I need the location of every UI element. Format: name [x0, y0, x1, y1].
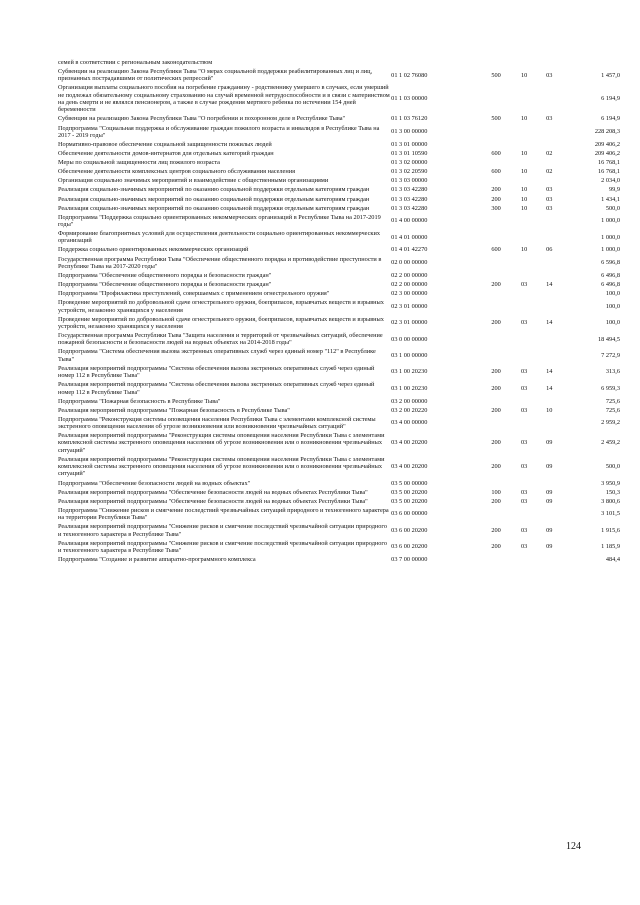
table-row	[58, 365, 620, 381]
row-target-code: 03 5 00 20200	[391, 488, 428, 496]
row-amount: 2 959,2	[601, 419, 620, 427]
row-target-code: 02 2 00 00000	[391, 281, 428, 289]
table-row	[58, 480, 620, 489]
row-subsection: 03	[546, 186, 553, 194]
table-row	[58, 407, 620, 416]
row-subsection	[536, 177, 563, 186]
table-row	[58, 416, 620, 432]
row-target-code: 01 3 02 20590	[391, 168, 428, 176]
table-row	[58, 177, 620, 186]
row-amount: 725,6	[605, 397, 620, 405]
row-subsection	[536, 398, 563, 407]
row-subsection	[536, 480, 563, 489]
row-expense-type	[479, 398, 512, 407]
row-expense-type: 200	[491, 195, 501, 203]
row-description: Подпрограмма "Поддержка социально ориентированных некоммерческих организаций в Республике Тыва на 2017-2019 годы"	[58, 213, 381, 228]
row-description: Реализация мероприятий подпрограммы "Реконструкция системы оповещения населения Республики Тыва с элементами комплексной системы экстренного оповещения населения об угрозе возникновения или о возникновении чрезвычайных ситуаций"	[58, 455, 385, 478]
row-expense-type	[479, 348, 512, 364]
row-description: Подпрограмма "Социальная поддержка и обслуживание граждан пожилого возраста и инвалидов в Республике Тыва на 2017 - 2019 годы"	[58, 124, 380, 139]
row-section	[513, 159, 536, 168]
row-subsection	[536, 556, 563, 565]
row-expense-type: 600	[491, 150, 501, 158]
table-row	[58, 498, 620, 507]
row-expense-type: 200	[491, 543, 501, 551]
row-expense-type	[479, 507, 512, 523]
row-subsection	[536, 125, 563, 141]
table-row	[58, 196, 620, 205]
row-amount: 209 406,2	[594, 150, 620, 158]
row-target-code: 01 3 01 00000	[391, 140, 428, 148]
row-target-code: 01 1 03 00000	[391, 95, 428, 103]
row-subsection	[536, 59, 563, 68]
table-row	[58, 141, 620, 150]
row-subsection: 06	[546, 246, 553, 254]
row-description: Государственная программа Республики Тыва "Защита населения и территорий от чрезвычайных ситуаций, обеспечение пожарной безопасности и безопасности людей на водных объектах на 2014-2018 годы"	[58, 332, 383, 347]
row-amount: 2 459,2	[601, 439, 620, 447]
row-section	[513, 256, 536, 272]
row-description: Подпрограмма "Снижение рисков и смягчение последствий чрезвычайных ситуаций природного и техногенного характера на территории Республики Тыва"	[58, 506, 389, 522]
table-row	[58, 281, 620, 290]
row-description: Подпрограмма "Профилактика преступлений, совершаемых с применением огнестрельного оружия"	[58, 290, 330, 298]
row-section	[513, 84, 536, 115]
row-description: Подпрограмма "Пожарная безопасность в Республике Тыва"	[58, 397, 221, 405]
row-amount: 18 494,5	[597, 335, 620, 343]
row-description: Подпрограмма "Обеспечение общественного порядка и безопасности граждан"	[58, 281, 272, 289]
row-description: Проведение мероприятий по добровольной сдаче огнестрельного оружия, боеприпасов, взрывчатых веществ и взрывных устройств, незаконно хранящихся у населения	[58, 299, 384, 314]
table-row	[58, 348, 620, 364]
row-amount: 6 194,9	[601, 95, 620, 103]
row-target-code: 02 3 01 00000	[391, 319, 428, 327]
row-expense-type: 200	[491, 439, 501, 447]
row-target-code: 03 1 00 20230	[391, 384, 428, 392]
table-row	[58, 381, 620, 397]
row-amount: 1 185,9	[601, 543, 620, 551]
row-expense-type	[479, 59, 512, 68]
row-section: 10	[520, 195, 528, 203]
row-subsection: 09	[546, 497, 553, 505]
row-subsection: 09	[546, 543, 553, 551]
row-section: 03	[520, 497, 528, 505]
table-row	[58, 540, 620, 556]
row-subsection: 09	[546, 526, 553, 534]
row-target-code: 03 4 00 20200	[391, 439, 428, 447]
row-subsection: 09	[546, 463, 553, 471]
row-expense-type	[479, 125, 512, 141]
table-row	[58, 272, 620, 281]
table-row	[58, 290, 620, 299]
row-target-code: 02 0 00 00000	[391, 259, 428, 267]
row-amount: 1 000,0	[601, 233, 620, 241]
row-amount: 3 800,6	[601, 497, 620, 505]
row-subsection	[536, 416, 563, 432]
row-description: Субвенции на реализацию Закона Республики Тыва "О погребении и похоронном деле в Республике Тыва"	[58, 115, 346, 123]
row-target-code: 03 2 00 00000	[391, 397, 428, 405]
row-description: Реализация мероприятий подпрограммы "Снижение рисков и смягчение последствий чрезвычайной ситуации природного и техногенного характера в Республике Тыва"	[58, 523, 387, 538]
row-target-code: 03 1 00 20230	[391, 368, 428, 376]
row-subsection	[536, 332, 563, 348]
row-subsection: 14	[546, 384, 553, 392]
row-subsection	[536, 230, 563, 246]
row-target-code: 02 3 00 00000	[391, 290, 428, 298]
row-target-code: 03 1 00 00000	[391, 352, 428, 360]
row-expense-type: 200	[491, 384, 501, 392]
row-amount: 313,6	[605, 368, 620, 376]
table-row	[58, 125, 620, 141]
row-target-code: 01 3 03 42280	[391, 195, 428, 203]
row-subsection: 03	[546, 115, 553, 123]
row-amount: 484,4	[605, 556, 620, 563]
row-description: Реализация социально-значимых мероприятий по оказанию социальной поддержки отдельным категориям граждан	[58, 195, 370, 203]
row-section	[513, 299, 536, 315]
row-subsection: 14	[546, 281, 553, 289]
row-target-code: 03 6 00 20200	[391, 526, 428, 534]
row-expense-type	[479, 214, 512, 230]
row-section: 10	[520, 115, 528, 123]
row-subsection	[536, 272, 563, 281]
row-expense-type: 600	[491, 246, 501, 254]
row-description: Государственная программа Республики Тыва "Обеспечение общественного порядка и противодействие преступности в Республике Тыва на 2017-2020 годы"	[58, 255, 382, 270]
table-row	[58, 214, 620, 230]
row-section: 03	[520, 463, 528, 471]
row-section: 03	[520, 488, 528, 496]
row-description: Реализация социально-значимых мероприятий по оказанию социальной поддержки отдельным категориям граждан	[58, 186, 370, 194]
row-amount: 228 208,3	[594, 128, 620, 136]
row-target-code: 03 6 00 20200	[391, 543, 428, 551]
table-row	[58, 316, 620, 332]
budget-table-body	[58, 59, 620, 565]
row-description: Организация выплаты социального пособия на погребение гражданину - родственнику умершего в случаях, если умерший не подлежал обязательному социальному страхованию на случай временной нетрудоспособности и в связи с материнством на день смерти и не являлся пенсионером, а также в случае рождения мертвого ребенка по истечении 154 дней беременности	[58, 84, 390, 114]
row-amount: 150,3	[605, 488, 620, 496]
row-amount: 725,6	[605, 406, 620, 414]
row-description: Подпрограмма "Реконструкция системы оповещения населения Республики Тыва с элементами комплексной системы экстренного оповещения населения об угрозе возникновения или возникновении чрезвычайных ситуаций"	[58, 415, 376, 431]
row-section	[513, 272, 536, 281]
row-target-code: 01 3 03 42280	[391, 204, 428, 212]
table-row	[58, 186, 620, 195]
row-description: Организация социально значимых мероприятий и взаимодействие с общественными организациями	[58, 177, 329, 185]
row-amount: 16 768,1	[597, 159, 620, 167]
row-target-code: 01 3 00 00000	[391, 128, 428, 136]
row-section	[513, 230, 536, 246]
row-section: 10	[520, 246, 528, 254]
row-description: Подпрограмма "Обеспечение безопасности людей на водных объектах"	[58, 479, 251, 487]
row-subsection: 14	[546, 368, 553, 376]
row-target-code: 02 3 01 00000	[391, 302, 428, 310]
row-target-code: 02 2 00 00000	[391, 271, 428, 279]
row-section	[513, 332, 536, 348]
row-amount: 500,0	[605, 204, 620, 212]
row-target-code: 01 1 02 76080	[391, 71, 428, 79]
row-subsection: 03	[546, 195, 553, 203]
row-section	[513, 398, 536, 407]
row-expense-type: 200	[491, 406, 501, 414]
row-target-code: 03 7 00 00000	[391, 556, 428, 563]
row-description: Формирование благоприятных условий для осуществления деятельности социально ориентированных некоммерческих организаций	[58, 230, 380, 245]
table-row	[58, 159, 620, 168]
row-section	[513, 141, 536, 150]
row-target-code: 03 6 00 00000	[391, 510, 428, 518]
row-target-code: 01 4 00 00000	[391, 217, 428, 225]
row-description: Реализация мероприятий подпрограммы "Обеспечение безопасности людей на водных объектах Республики Тыва"	[58, 488, 368, 496]
row-expense-type	[479, 272, 512, 281]
row-section: 10	[520, 150, 528, 158]
row-amount: 1 000,0	[601, 246, 620, 254]
row-section: 03	[520, 368, 528, 376]
row-section: 03	[520, 281, 528, 289]
row-amount: 99,9	[608, 186, 620, 194]
row-target-code: 01 3 03 42280	[391, 186, 428, 194]
row-section: 03	[520, 526, 528, 534]
row-expense-type	[479, 177, 512, 186]
row-amount: 1 434,1	[601, 195, 620, 203]
row-target-code: 01 3 01 10590	[391, 150, 428, 158]
row-section	[513, 125, 536, 141]
row-description: Подпрограмма "Обеспечение общественного порядка и безопасности граждан"	[58, 271, 272, 279]
row-description: Поддержка социально ориентированных некоммерческих организаций	[58, 246, 249, 254]
row-section	[513, 290, 536, 299]
row-target-code: 03 5 00 20200	[391, 497, 428, 505]
row-section	[513, 480, 536, 489]
row-expense-type: 100	[491, 488, 501, 496]
row-amount: 209 406,2	[594, 140, 620, 148]
table-row	[58, 299, 620, 315]
row-expense-type: 300	[491, 204, 501, 212]
row-subsection: 02	[546, 168, 553, 176]
row-target-code: 03 0 00 00000	[391, 335, 428, 343]
row-target-code: 03 5 00 00000	[391, 479, 428, 487]
row-section: 03	[520, 439, 528, 447]
row-expense-type: 200	[491, 526, 501, 534]
row-subsection: 03	[546, 204, 553, 212]
row-amount: 6 959,3	[601, 384, 620, 392]
row-subsection: 09	[546, 488, 553, 496]
row-expense-type	[479, 416, 512, 432]
row-expense-type: 600	[491, 168, 501, 176]
table-row	[58, 115, 620, 124]
row-subsection: 02	[546, 150, 553, 158]
row-expense-type: 200	[491, 281, 501, 289]
row-description: Меры по социальной защищенности лиц пожилого возраста	[58, 159, 220, 167]
row-subsection: 03	[546, 71, 553, 79]
row-description: Обеспечение деятельности домов-интернатов для отдельных категорий граждан	[58, 150, 274, 158]
row-subsection: 14	[546, 319, 553, 327]
row-description: Реализация социально-значимых мероприятий по оказанию социальной поддержки отдельным категориям граждан	[58, 204, 370, 212]
row-description: Реализация мероприятий подпрограммы "Снижение рисков и смягчение последствий чрезвычайной ситуации природного и техногенного характера в Республике Тыва"	[58, 539, 387, 554]
row-section	[513, 507, 536, 523]
row-section: 10	[520, 168, 528, 176]
row-expense-type	[479, 480, 512, 489]
table-row	[58, 84, 620, 115]
table-row	[58, 205, 620, 214]
row-subsection	[536, 214, 563, 230]
row-section: 10	[520, 186, 528, 194]
row-description: Реализация мероприятий подпрограммы "Реконструкция системы оповещения населения Республики Тыва с элементами комплексной системы экстренного оповещения населения об угрозе возникновения или о возникновении чрезвычайных ситуаций"	[58, 432, 385, 454]
table-row	[58, 556, 620, 565]
row-subsection: 09	[546, 439, 553, 447]
table-row	[58, 507, 620, 523]
row-amount: 1 000,0	[601, 217, 620, 225]
row-target-code: 03 4 00 00000	[391, 419, 428, 427]
row-expense-type: 500	[491, 71, 501, 79]
row-amount: 3 101,5	[601, 510, 620, 518]
row-subsection	[536, 507, 563, 523]
row-amount: 100,0	[605, 302, 620, 310]
table-row	[58, 230, 620, 246]
row-expense-type	[479, 299, 512, 315]
row-subsection	[536, 256, 563, 272]
row-description: семей в соответствии с региональным законодательством	[58, 59, 213, 66]
row-target-code	[391, 59, 479, 68]
row-expense-type	[479, 290, 512, 299]
row-target-code: 01 3 03 00000	[391, 177, 428, 185]
row-expense-type	[479, 159, 512, 168]
row-amount: 2 034,0	[601, 177, 620, 185]
row-target-code: 03 2 00 20220	[391, 406, 428, 414]
row-description: Подпрограмма "Создание и развитие аппаратно-программного комплекса	[58, 556, 256, 563]
row-amount: 1 915,6	[601, 526, 620, 534]
table-row	[58, 168, 620, 177]
row-expense-type	[479, 556, 512, 565]
row-subsection	[536, 290, 563, 299]
table-row	[58, 332, 620, 348]
row-subsection	[536, 141, 563, 150]
row-description: Субвенции на реализацию Закона Республики Тыва "О мерах социальной поддержки реабилитированных лиц и лиц, признанных пострадавшими от политических репрессий"	[58, 68, 373, 83]
row-section	[513, 416, 536, 432]
row-amount: 500,0	[605, 463, 620, 471]
row-expense-type	[479, 256, 512, 272]
row-expense-type	[479, 84, 512, 115]
row-subsection: 10	[546, 406, 553, 414]
row-expense-type: 200	[491, 497, 501, 505]
row-section: 10	[520, 204, 528, 212]
row-target-code: 01 4 01 00000	[391, 233, 428, 241]
row-section: 03	[520, 384, 528, 392]
row-section	[513, 177, 536, 186]
row-section: 03	[520, 406, 528, 414]
row-section	[513, 59, 536, 68]
row-amount: 1 457,0	[601, 71, 620, 79]
table-row	[58, 398, 620, 407]
row-amount: 100,0	[605, 319, 620, 327]
row-target-code: 01 3 02 00000	[391, 159, 428, 167]
row-amount: 7 272,9	[601, 352, 620, 360]
row-expense-type	[479, 332, 512, 348]
row-target-code: 01 1 03 76120	[391, 115, 428, 123]
budget-table	[58, 59, 620, 565]
row-subsection	[536, 84, 563, 115]
row-expense-type: 200	[491, 463, 501, 471]
table-row	[58, 432, 620, 456]
row-amount: 6 496,8	[601, 281, 620, 289]
row-expense-type	[479, 230, 512, 246]
table-row	[58, 59, 620, 68]
row-description: Реализация мероприятий подпрограммы "Обеспечение безопасности людей на водных объектах Республики Тыва"	[58, 497, 368, 505]
row-description: Реализация мероприятий подпрограммы "Система обеспечения вызова экстренных оперативных служб через единый номер 112 в Республике Тыва"	[58, 364, 375, 380]
row-target-code: 01 4 01 42270	[391, 246, 428, 254]
row-subsection	[536, 159, 563, 168]
row-description: Нормативно-правовое обеспечение социальной защищенности пожилых людей	[58, 140, 272, 148]
row-section	[513, 556, 536, 565]
row-section: 03	[520, 319, 528, 327]
table-row	[58, 150, 620, 159]
row-amount: 3 950,9	[601, 479, 620, 487]
row-expense-type	[479, 141, 512, 150]
page-number: 124	[566, 841, 581, 852]
row-section: 03	[520, 543, 528, 551]
row-description: Проведение мероприятий по добровольной сдаче огнестрельного оружия, боеприпасов, взрывчатых веществ и взрывных устройств, незаконно хранящихся у населения	[58, 315, 384, 330]
table-row	[58, 256, 620, 272]
row-section	[513, 348, 536, 364]
row-section: 10	[520, 71, 528, 79]
row-subsection	[536, 348, 563, 364]
row-target-code: 03 4 00 20200	[391, 463, 428, 471]
row-expense-type: 200	[491, 319, 501, 327]
row-description: Реализация мероприятий подпрограммы "Система обеспечения вызова экстренных оперативных служб через единый номер 112 в Республике Тыва"	[58, 381, 375, 396]
row-subsection	[536, 299, 563, 315]
row-amount: 6 596,8	[601, 259, 620, 267]
row-expense-type: 500	[491, 115, 501, 123]
row-description: Реализация мероприятий подпрограммы "Пожарная безопасность в Республике Тыва"	[58, 406, 290, 414]
table-row	[58, 456, 620, 480]
row-amount: 6 194,9	[601, 115, 620, 123]
row-description: Обеспечение деятельности комплексных центров социального обслуживания населения	[58, 168, 295, 176]
table-row	[58, 68, 620, 84]
row-description: Подпрограмма "Система обеспечения вызова экстренных оперативных служб через единый номер "112" в Республике Тыва"	[58, 348, 376, 363]
row-section	[513, 214, 536, 230]
table-row	[58, 489, 620, 498]
row-amount	[563, 59, 620, 68]
row-amount: 16 768,1	[597, 168, 620, 176]
row-expense-type: 200	[491, 368, 501, 376]
table-row	[58, 246, 620, 255]
table-row	[58, 523, 620, 539]
row-amount: 100,0	[605, 290, 620, 298]
row-expense-type: 200	[491, 186, 501, 194]
row-amount: 6 496,8	[601, 271, 620, 279]
